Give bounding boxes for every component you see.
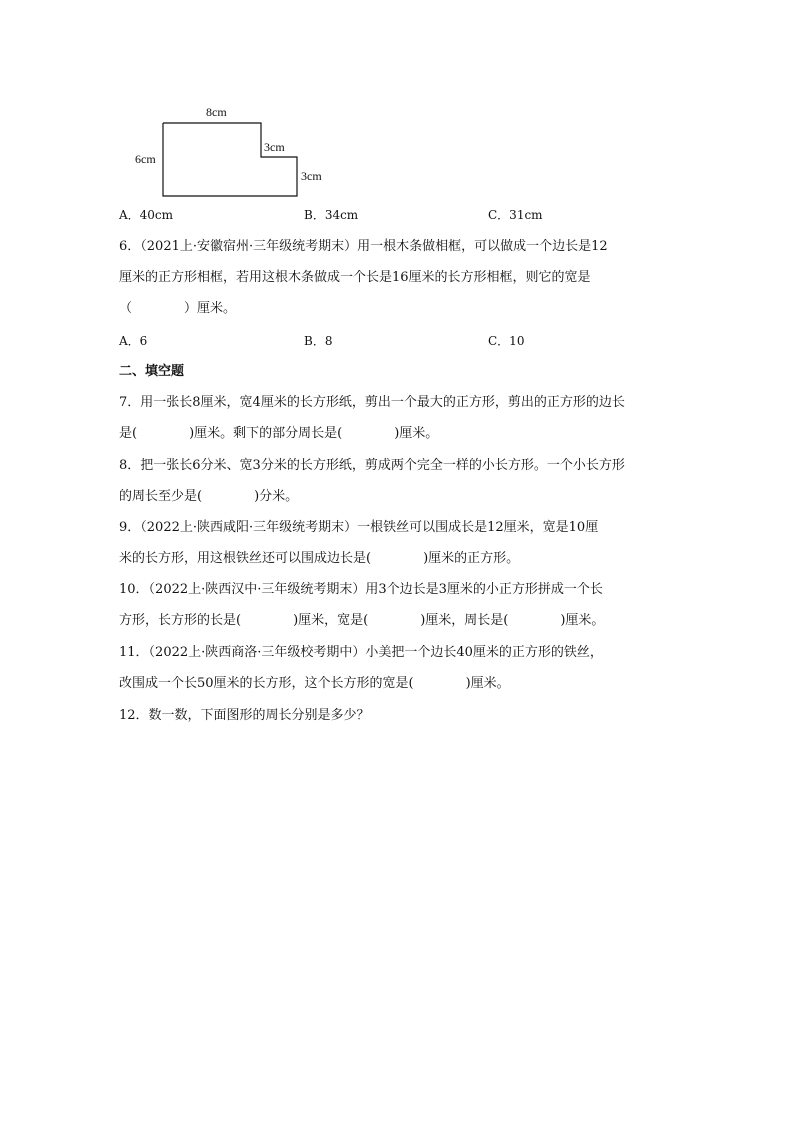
l-shape-figure: [130, 100, 340, 200]
q6-line-1: 6．（2021上·安徽宿州·三年级统考期末）用一根木条做相框，可以做成一个边长是12: [119, 239, 608, 254]
q7-line-2: 是( )厘米。剩下的部分周长是( )厘米。: [119, 426, 439, 441]
q8-line-1: 8．把一张长6分米、宽3分米的长方形纸，剪成两个完全一样的小长方形。一个小长方形: [119, 458, 625, 473]
label-step-top-3cm: 3cm: [264, 140, 285, 154]
q6-line-3: （ ）厘米。: [119, 301, 237, 316]
q7-line-1: 7．用一张长8厘米，宽4厘米的长方形纸，剪出一个最大的正方形，剪出的正方形的边长: [119, 395, 625, 410]
q5-option-a: A．40cm: [119, 208, 174, 222]
q11-line-2: 改围成一个长50厘米的长方形，这个长方形的宽是( )厘米。: [119, 676, 510, 691]
q6-option-c: C．10: [488, 334, 525, 348]
q5-option-b: B．34cm: [304, 208, 359, 222]
q9-line-1: 9．（2022上·陕西咸阳·三年级统考期末）一根铁丝可以围成长是12厘米，宽是10厘: [119, 520, 599, 535]
q12-line-1: 12．数一数，下面图形的周长分别是多少？: [119, 708, 370, 723]
q10-line-2: 方形，长方形的长是( )厘米，宽是( )厘米，周长是( )厘米。: [119, 613, 605, 628]
q6-option-b: B．8: [304, 334, 333, 348]
q6-line-2: 厘米的正方形相框，若用这根木条做成一个长是16厘米的长方形相框，则它的宽是: [119, 270, 591, 285]
section-2-title: 二、填空题: [119, 364, 185, 379]
q9-line-2: 米的长方形，用这根铁丝还可以围成边长是( )厘米的正方形。: [119, 551, 520, 566]
q5-option-c: C．31cm: [488, 208, 543, 222]
q6-option-a: A．6: [119, 334, 148, 348]
q11-line-1: 11．（2022上·陕西商洛·三年级校考期中）小美把一个边长40厘米的正方形的铁丝，: [119, 645, 603, 660]
l-shape-outline: [163, 123, 297, 196]
label-step-right-3cm: 3cm: [301, 169, 322, 183]
q8-line-2: 的周长至少是( )分米。: [119, 489, 299, 504]
q10-line-1: 10．（2022上·陕西汉中·三年级统考期末）用3个边长是3厘米的小正方形拼成一个长: [119, 582, 603, 597]
label-left-6cm: 6cm: [135, 152, 156, 166]
label-top-8cm: 8cm: [206, 105, 227, 119]
